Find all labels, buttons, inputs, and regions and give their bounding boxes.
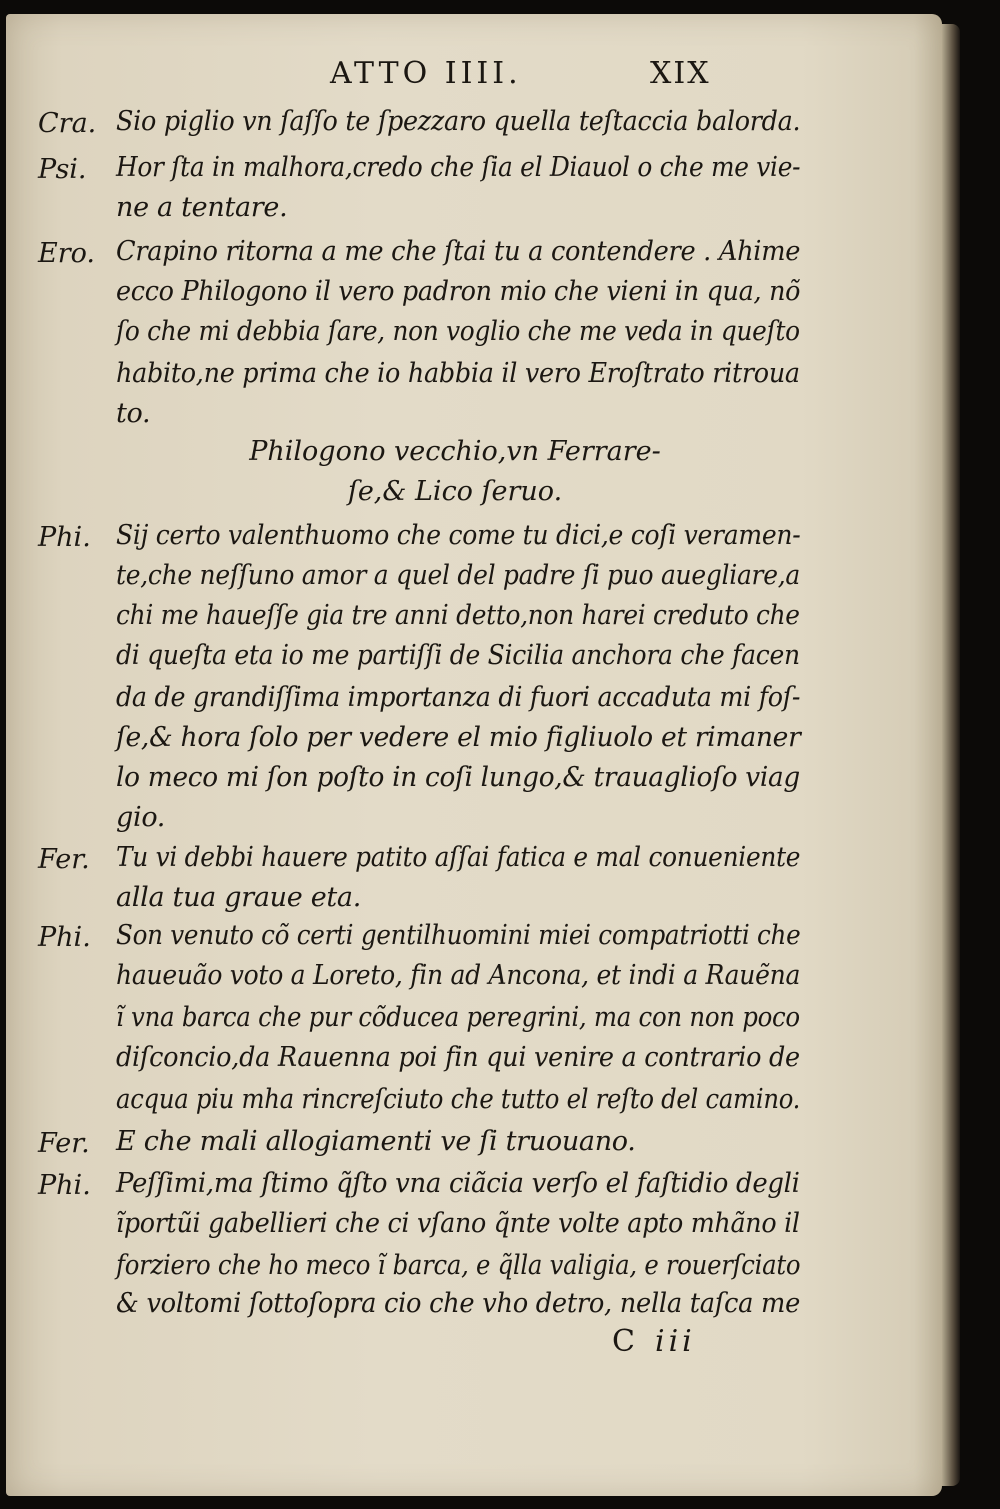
text-line: ĩportũi gabellieri che ci vſano q̃nte volte apto mhãno il xyxy=(116,1208,800,1239)
speaker-label: Phi. xyxy=(38,922,91,953)
text-line: diſconcio,da Rauenna poi fin qui venire a contrario de xyxy=(116,1042,800,1073)
speaker-label: Ero. xyxy=(38,238,95,269)
text-line: Son venuto cõ certi gentilhuomini miei compatriotti che xyxy=(116,920,801,951)
stage-direction: Philogono vecchio,vn Ferrare- xyxy=(249,436,661,467)
speaker-label: Phi. xyxy=(38,1170,91,1201)
page-edge xyxy=(942,24,960,1486)
text-line: to. xyxy=(116,398,151,429)
text-line: Peſſimi,ma ſtimo q̃ſto vna ciãcia verſo el faſtidio degli xyxy=(116,1168,800,1199)
text-line: forziero che ho meco ĩ barca, e q̃lla valigia, e rouerſciato xyxy=(116,1250,801,1281)
text-line: di queſta eta io me partiſſi de Sicilia anchora che facen xyxy=(116,640,800,671)
text-line: ne a tentare. xyxy=(116,192,288,223)
running-head: ATTO IIII. xyxy=(330,56,522,91)
text-line: Hor ſta in malhora,credo che ſia el Diauol o che me vie- xyxy=(116,152,801,183)
speaker-label: Fer. xyxy=(38,844,90,875)
text-line: te,che neſſuno amor a quel del padre ſi puo auegliare,a xyxy=(116,560,800,591)
text-line: ſo che mi debbia ſare, non voglio che me veda in queſto xyxy=(116,316,800,347)
text-line: gio. xyxy=(116,802,166,833)
speaker-label: Fer. xyxy=(38,1128,90,1159)
text-line: acqua piu mha rincreſciuto che tutto el reſto del camino. xyxy=(116,1084,801,1115)
signature-number: iii xyxy=(654,1324,696,1359)
text-line: Crapino ritorna a me che ſtai tu a contendere . Ahime xyxy=(116,236,801,267)
text-line: chi me haueſſe gia tre anni detto,non harei creduto che xyxy=(116,600,800,631)
text-line: Sij certo valenthuomo che come tu dici,e coſi veramen- xyxy=(116,520,801,551)
text-line: ecco Philogono il vero padron mio che vieni in qua, nõ xyxy=(116,276,801,307)
signature-mark xyxy=(612,1324,696,1359)
text-line: da de grandiſſima importanza di fuori accaduta mi foſ- xyxy=(116,682,801,713)
speaker-label: Phi. xyxy=(38,522,91,553)
text-line: ĩ vna barca che pur cõducea peregrini, ma con non poco xyxy=(116,1002,800,1033)
text-line: E che mali allogiamenti ve ſi truouano. xyxy=(116,1126,636,1157)
text-line: ſe,& hora ſolo per vedere el mio figliuolo et rimaner xyxy=(116,722,801,753)
page-header xyxy=(0,56,1000,96)
text-line: & voltomi ſottoſopra cio che vho detro, nella taſca me xyxy=(116,1288,801,1319)
speaker-label: Cra. xyxy=(38,108,97,139)
text-line: lo meco mi ſon poſto in coſi lungo,& trauaglioſo viag xyxy=(116,762,800,793)
text-line: haueuão voto a Loreto, fin ad Ancona, et indi a Rauẽna xyxy=(116,960,801,991)
text-line: alla tua graue eta. xyxy=(116,882,362,913)
text-line: habito,ne prima che io habbia il vero Eroſtrato ritroua xyxy=(116,358,800,389)
signature-letter: C xyxy=(612,1324,641,1359)
text-line: Tu vi debbi hauere patito aſſai fatica e mal conueniente xyxy=(116,842,801,873)
speaker-label: Psi. xyxy=(38,154,87,185)
stage-direction: ſe,& Lico ſeruo. xyxy=(347,476,563,507)
text-line: Sio piglio vn ſaſſo te ſpezzaro quella teſtaccia balorda. xyxy=(116,106,801,137)
folio-number: XIX xyxy=(650,56,711,91)
